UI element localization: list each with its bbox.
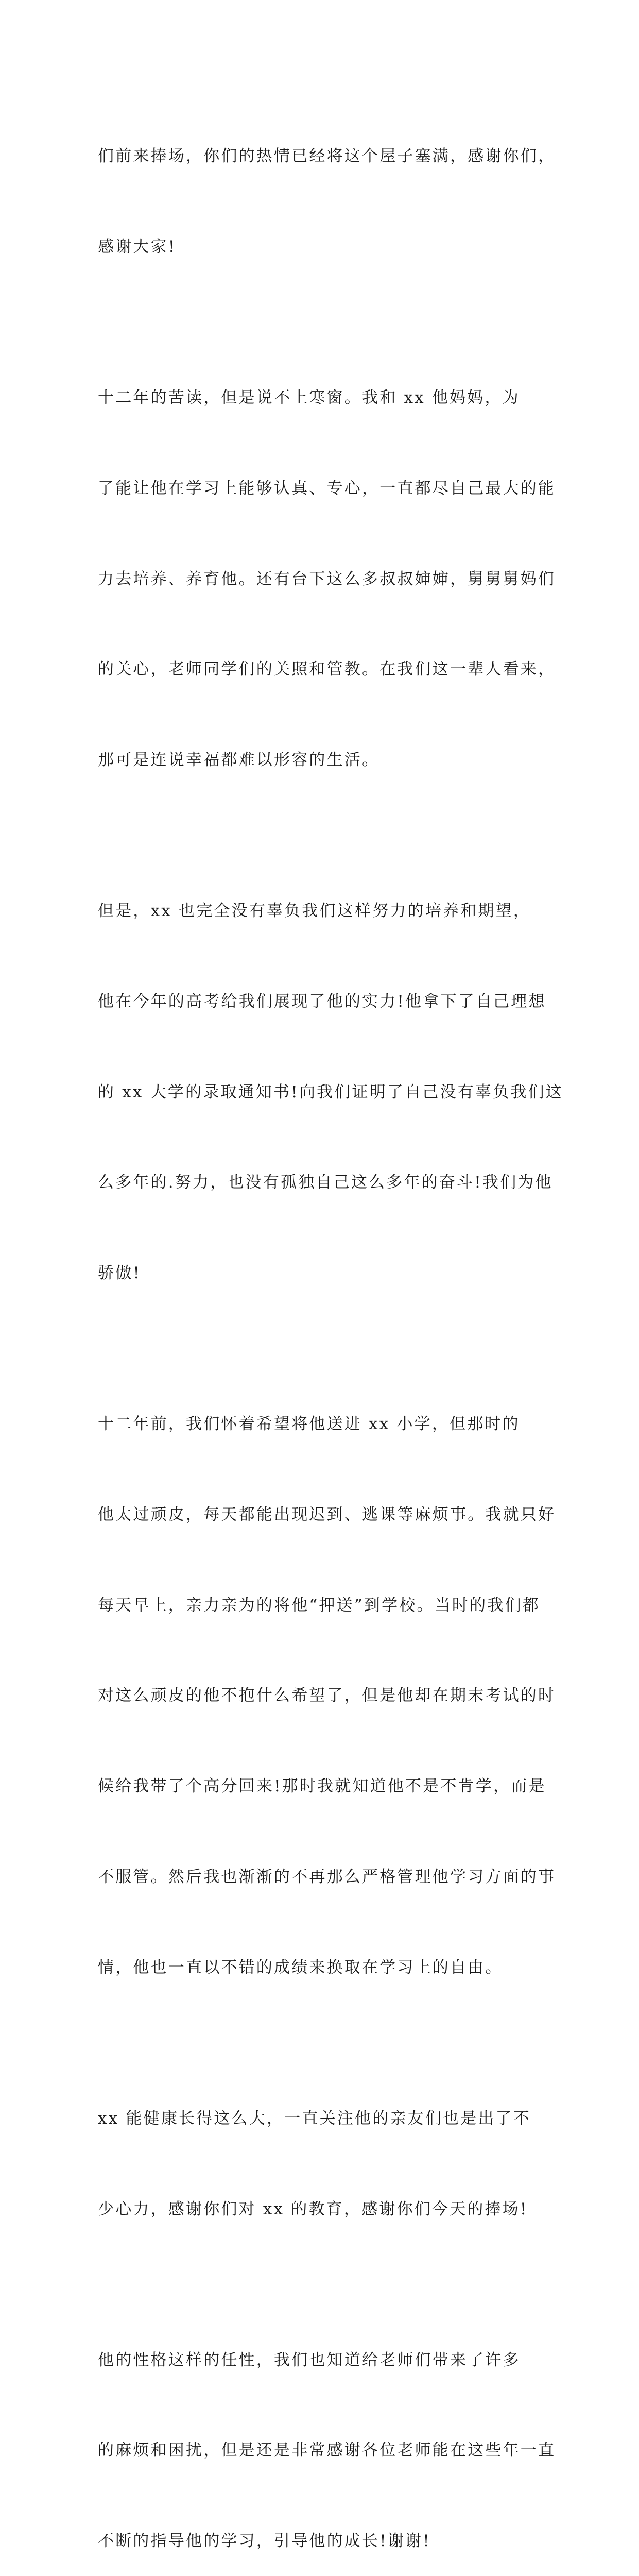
text-line: 的麻烦和困扰，但是还是非常感谢各位老师能在这些年一直 xyxy=(98,2441,556,2460)
text-line: 的关心，老师同学们的关照和管教。在我们这一辈人看来， xyxy=(98,660,556,679)
paragraph-1 xyxy=(98,81,556,323)
text-line: 力去培养、养育他。还有台下这么多叔叔婶婶，舅舅舅妈们 xyxy=(98,569,556,588)
paragraph-5 xyxy=(98,2043,551,2285)
text-line: 骄傲! xyxy=(98,1264,142,1283)
text-line: xx 能健康长得这么大，一直关注他的亲友们也是出了不 xyxy=(98,2109,531,2128)
paragraph-3 xyxy=(98,836,563,1349)
text-line: 不服管。然后我也渐渐的不再那么严格管理他学习方面的事 xyxy=(98,1868,556,1887)
text-line: 他太过顽皮，每天都能出现迟到、逃课等麻烦事。我就只好 xyxy=(98,1505,556,1524)
text-line: 候给我带了个高分回来!那时我就知道他不是不肯学，而是 xyxy=(98,1777,546,1796)
body-text xyxy=(98,81,563,2576)
text-line: 不断的指导他的学习，引导他的成长!谢谢! xyxy=(98,2532,431,2551)
text-line: 十二年的苦读，但是说不上寒窗。我和 xx 他妈妈，为 xyxy=(98,388,520,407)
text-line: 了能让他在学习上能够认真、专心，一直都尽自己最大的能 xyxy=(98,479,556,498)
text-line: 的 xx 大学的录取通知书!向我们证明了自己没有辜负我们这 xyxy=(98,1082,563,1101)
text-line: 十二年前，我们怀着希望将他送进 xx 小学，但那时的 xyxy=(98,1415,520,1434)
text-line: 少心力，感谢你们对 xx 的教育，感谢你们今天的捧场! xyxy=(98,2199,528,2218)
text-line: 他的性格这样的任性，我们也知道给老师们带来了许多 xyxy=(98,2350,521,2369)
text-line: 那可是连说幸福都难以形容的生活。 xyxy=(98,751,380,770)
text-line: 每天早上，亲力亲为的将他“押送”到学校。当时的我们都 xyxy=(98,1596,540,1615)
text-line: 他在今年的高考给我们展现了他的实力!他拿下了自己理想 xyxy=(98,992,546,1011)
text-line: 感谢大家! xyxy=(98,237,177,256)
text-line: 么多年的.努力，也没有孤独自己这么多年的奋斗!我们为他 xyxy=(98,1173,553,1192)
text-line: 情，他也一直以不错的成绩来换取在学习上的自由。 xyxy=(98,1958,503,1977)
paragraph-2 xyxy=(98,323,556,836)
text-line: 对这么顽皮的他不抱什么希望了，但是他却在期末考试的时 xyxy=(98,1686,556,1705)
paragraph-4 xyxy=(98,1349,556,2043)
paragraph-6 xyxy=(98,2284,556,2576)
text-line: 但是，xx 也完全没有辜负我们这样努力的培养和期望， xyxy=(98,902,531,921)
text-line: 们前来捧场，你们的热情已经将这个屋子塞满，感谢你们， xyxy=(98,147,556,166)
